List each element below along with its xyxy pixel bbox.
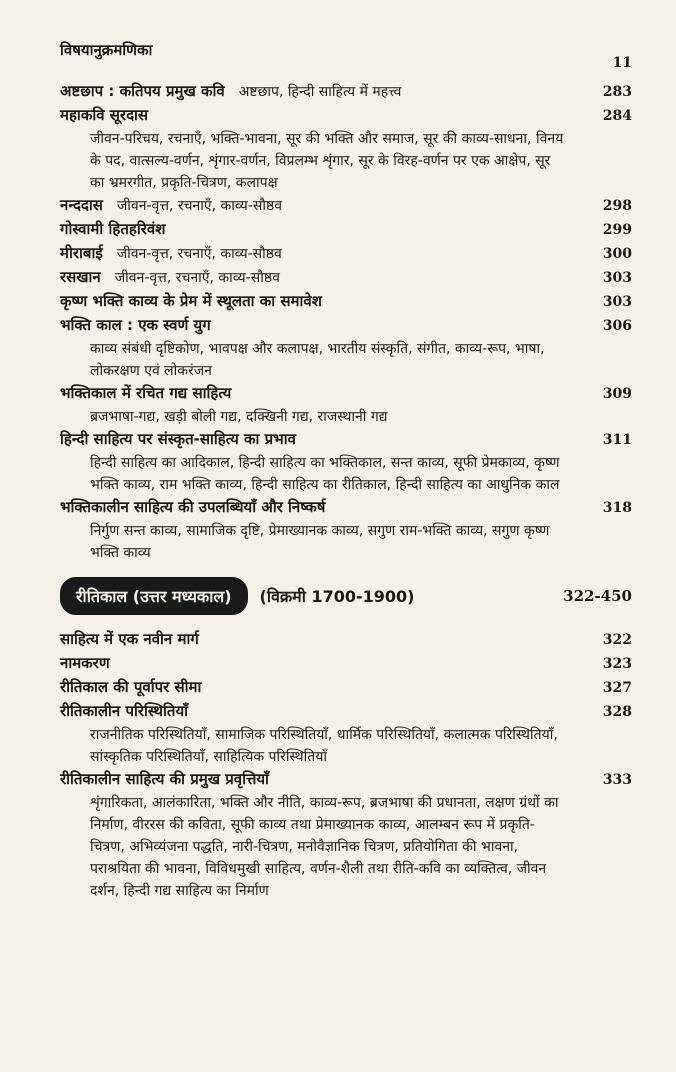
toc-entry-page: 309 <box>602 386 632 402</box>
toc-entry-title: रीतिकालीन परिस्थितियाँ <box>60 702 189 720</box>
toc-entry-inline-topics: जीवन-वृत्त, रचनाएँ, काव्य-सौष्ठव <box>116 246 282 262</box>
toc-entry <box>60 382 632 428</box>
toc-entry <box>60 242 632 266</box>
toc-entry-title: मीराबाई <box>60 244 103 262</box>
toc-entry-subtopics: निर्गुण सन्त काव्य, सामाजिक दृष्टि, प्रेमाख्यानक काव्य, सगुण राम-भक्ति काव्य, सगुण कृष्ण भक्ति काव्य <box>90 523 550 561</box>
toc-entry-heading <box>60 290 632 314</box>
toc-entries-bhaktikaal <box>60 80 632 564</box>
toc-entry-heading <box>60 218 632 242</box>
toc-entry-heading <box>60 676 632 700</box>
toc-entry-inline-topics: अष्टछाप, हिन्दी साहित्य में महत्त्व <box>238 84 402 100</box>
toc-entry-title: रीतिकालीन साहित्य की प्रमुख प्रवृत्तियाँ <box>60 770 269 788</box>
toc-entry-title: नन्ददास <box>60 196 103 214</box>
running-head: विषयानुक्रमणिका <box>60 41 153 59</box>
toc-entry-title: अष्टछाप : कतिपय प्रमुख कवि <box>60 82 225 100</box>
toc-entry-heading <box>60 382 632 406</box>
toc-entry-subtopics: राजनीतिक परिस्थितियाँ, सामाजिक परिस्थितियाँ, धार्मिक परिस्थितियाँ, कलात्मक परिस्थितियाँ, सांस्कृतिक परिस्थितियाँ, साहित्यिक परिस्थितियाँ <box>90 727 558 765</box>
section-subtitle: (विक्रमी 1700-1900) <box>259 587 415 606</box>
toc-entry <box>60 768 632 902</box>
toc-entry <box>60 428 632 496</box>
toc-entry-title: महाकवि सूरदास <box>60 106 149 124</box>
toc-entry-title: हिन्दी साहित्य पर संस्कृत-साहित्य का प्रभाव <box>60 430 296 448</box>
toc-entry-inline-topics: जीवन-वृत्त, रचनाएँ, काव्य-सौष्ठव <box>116 198 283 214</box>
toc-entries-reetikaal <box>60 628 632 902</box>
toc-entry <box>60 290 632 314</box>
toc-entry-heading <box>60 768 632 792</box>
toc-entry-page: 311 <box>602 432 632 448</box>
toc-entry-heading <box>60 194 632 218</box>
toc-entry-page: 318 <box>602 500 632 516</box>
toc-entry-heading <box>60 80 632 104</box>
toc-entry-subtopics: शृंगारिकता, आलंकारिता, भक्ति और नीति, काव्य-रूप, ब्रजभाषा की प्रधानता, लक्षण ग्रंथों का निर्माण, वीररस की कविता, सूफी काव्य तथा प्रेमाख्यानक काव्य, आलम्बन रूप में प्रकृति-चित्रण, अभिव्यंजना पद्धति, नारी-चित्रण, मनोवैज्ञानिक चित्रण, प्रतियोगिता की भावना, पराश्रयिता की भावना, विविधमुखी साहित्य, वर्णन-शैली तथा रीति-कवि का व्यक्तित्व, जीवन दर्शन, हिन्दी गद्य साहित्य का निर्माण <box>90 795 559 899</box>
toc-entry <box>60 104 632 194</box>
toc-entry-page: 299 <box>602 222 632 238</box>
toc-entry <box>60 652 632 676</box>
toc-entry-title: भक्तिकाल में रचित गद्य साहित्य <box>60 384 232 402</box>
toc-entry-title: रीतिकाल की पूर्वापर सीमा <box>60 678 202 696</box>
toc-entry-heading <box>60 428 632 452</box>
toc-entry-heading <box>60 266 632 290</box>
toc-entry-title: गोस्वामी हितहरिवंश <box>60 220 166 238</box>
table-of-contents <box>60 80 632 902</box>
toc-entry <box>60 314 632 382</box>
toc-entry-title: कृष्ण भक्ति काव्य के प्रेम में स्थूलता का समावेश <box>60 292 322 310</box>
toc-entry-heading <box>60 628 632 652</box>
toc-entry-page: 322 <box>602 632 632 648</box>
toc-entry-page: 303 <box>602 294 632 310</box>
toc-entry-page: 306 <box>602 318 632 334</box>
page-number: 11 <box>612 55 632 71</box>
toc-entry-subtopics: ब्रजभाषा-गद्य, खड़ी बोली गद्य, दक्खिनी गद्य, राजस्थानी गद्य <box>90 409 388 425</box>
toc-entry-page: 303 <box>602 270 632 286</box>
toc-entry-page: 328 <box>602 704 632 720</box>
toc-entry-heading <box>60 104 632 128</box>
toc-entry <box>60 218 632 242</box>
toc-entry-page: 333 <box>602 772 632 788</box>
toc-entry-subtopics: जीवन-परिचय, रचनाएँ, भक्ति-भावना, सूर की भक्ति और समाज, सूर की काव्य-साधना, विनय के पद, वात्सल्य-वर्णन, शृंगार-वर्णन, विप्रलम्भ शृंगार, सूर के विरह-वर्णन पर एक आक्षेप, सूर का भ्रमरगीत, प्रकृति-चित्रण, कलापक्ष <box>90 131 564 191</box>
toc-entry <box>60 496 632 564</box>
toc-entry-page: 300 <box>602 246 632 262</box>
toc-entry-inline-topics: जीवन-वृत्त, रचनाएँ, काव्य-सौष्ठव <box>114 270 280 286</box>
toc-entry-title: भक्तिकालीन साहित्य की उपलब्धियाँ और निष्कर्ष <box>60 498 326 516</box>
section-page-range: 322-450 <box>563 587 632 605</box>
toc-entry <box>60 628 632 652</box>
toc-entry-title: रसखान <box>60 268 101 286</box>
toc-entry-heading <box>60 314 632 338</box>
toc-entry-page: 283 <box>602 84 632 100</box>
section-banner <box>60 578 632 614</box>
toc-entry-page: 284 <box>602 108 632 124</box>
toc-entry-heading <box>60 652 632 676</box>
toc-entry-title: भक्ति काल : एक स्वर्ण युग <box>60 316 211 334</box>
toc-entry-subtopics: काव्य संबंधी दृष्टिकोण, भावपक्ष और कलापक्ष, भारतीय संस्कृति, संगीत, काव्य-रूप, भाषा, लोकरक्षण एवं लोकरंजन <box>90 341 545 379</box>
toc-entry-page: 327 <box>602 680 632 696</box>
toc-entry-heading <box>60 496 632 520</box>
toc-entry <box>60 80 632 104</box>
toc-entry-heading <box>60 700 632 724</box>
toc-entry <box>60 266 632 290</box>
toc-entry-heading <box>60 242 632 266</box>
toc-entry-title: नामकरण <box>60 654 110 672</box>
toc-entry <box>60 676 632 700</box>
toc-entry-page: 323 <box>602 656 632 672</box>
section-title: रीतिकाल (उत्तर मध्यकाल) <box>60 577 248 615</box>
toc-entry-subtopics: हिन्दी साहित्य का आदिकाल, हिन्दी साहित्य का भक्तिकाल, सन्त काव्य, सूफी प्रेमकाव्य, कृष्ण भक्ति काव्य, राम भक्ति काव्य, हिन्दी साहित्य का रीतिकाल, हिन्दी साहित्य का आधुनिक काल <box>90 455 560 493</box>
toc-entry <box>60 700 632 768</box>
toc-entry-title: साहित्य में एक नवीन मार्ग <box>60 630 199 648</box>
toc-entry-page: 298 <box>602 198 632 214</box>
toc-entry <box>60 194 632 218</box>
